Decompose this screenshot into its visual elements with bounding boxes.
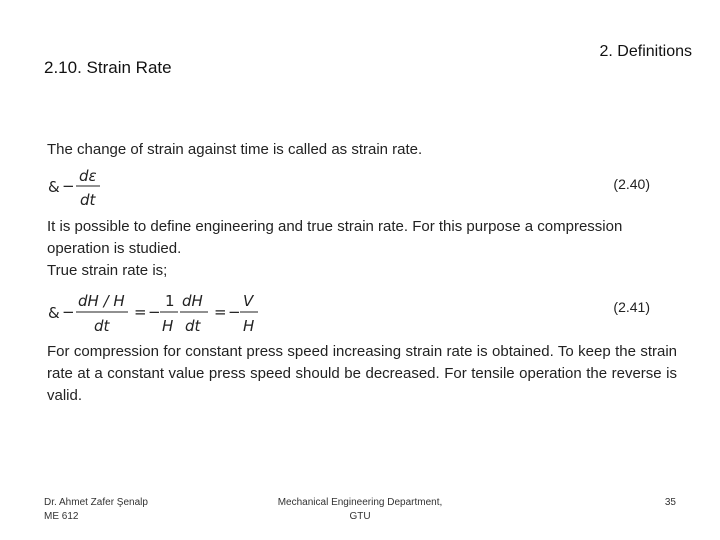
footer-author-block (44, 496, 148, 524)
paragraph-definition-line2: True strain rate is; (47, 262, 168, 279)
eq2-f1-numerator: dH / H (78, 292, 125, 310)
eq2-f2-denominator: H (162, 317, 174, 335)
eq2-f4-numerator: V (243, 292, 254, 310)
eq1-denominator: dt (80, 191, 96, 209)
footer-course: ME 612 (44, 511, 79, 522)
footer-department-block (255, 496, 465, 524)
paragraph-intro: The change of strain against time is called as strain rate. (47, 141, 423, 158)
svg-text:−: − (62, 303, 75, 321)
equation-2-41 (46, 288, 276, 338)
footer-university: GTU (349, 511, 371, 522)
chapter-header: 2. Definitions (599, 43, 692, 60)
paragraph-definition (47, 216, 677, 282)
eq2-f3-numerator: dH (182, 292, 203, 310)
equation-number-2-41: (2.41) (613, 299, 650, 315)
svg-text:−: − (62, 177, 75, 195)
eq2-f1-denominator: dt (94, 317, 110, 335)
eq2-equals-2: = (214, 303, 227, 321)
eq2-lhs-symbol: & (48, 304, 60, 322)
paragraph-compression: For compression for constant press speed increasing strain rate is obtained. To keep the strain rate at a constant value press speed should be decreased. For tensile operation the reverse is valid. (47, 343, 677, 404)
paragraph-definition-line1: It is possible to define engineering and true strain rate. For this purpose a compression operation is studied. (47, 218, 623, 257)
footer-author: Dr. Ahmet Zafer Şenalp (44, 497, 148, 508)
eq2-equals-1: = (134, 303, 147, 321)
eq1-numerator: dε (79, 167, 97, 185)
equation-2-40 (46, 164, 126, 212)
eq1-lhs-symbol: & (48, 178, 60, 196)
eq2-minus-1: − (148, 303, 161, 321)
section-title: 2.10. Strain Rate (44, 58, 172, 77)
eq2-f3-denominator: dt (185, 317, 201, 335)
eq2-minus-2: − (228, 303, 241, 321)
equation-number-2-40: (2.40) (613, 176, 650, 192)
eq2-f4-denominator: H (243, 317, 255, 335)
footer-department: Mechanical Engineering Department, (277, 497, 443, 508)
page-number: 35 (664, 497, 676, 508)
eq2-f2-numerator: 1 (165, 292, 175, 310)
